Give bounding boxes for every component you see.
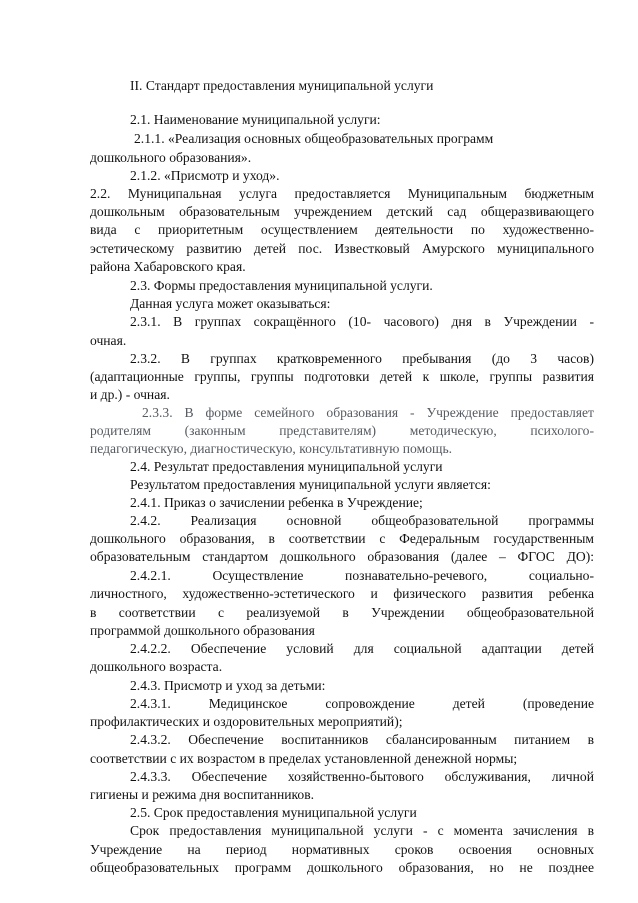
text-line: Срок предоставления муниципальной услуги - с момента зачисления в <box>130 823 594 838</box>
text-line: в соответствии с реализуемой в Учреждении общеобразовательной <box>90 605 594 620</box>
text-line: 2.3.1. В группах сокращённого (10- часового) дня в Учреждении - <box>130 314 594 329</box>
text-line: и др.) - очная. <box>90 387 170 402</box>
text-line: 2.3.3. В форме семейного образования - Учреждение предоставляет <box>142 405 594 420</box>
text-line: гигиены и режима дня воспитанников. <box>90 787 315 802</box>
text-line: эстетическому развитию детей пос. Известковый Амурского муниципального <box>90 241 594 256</box>
text-line: 2.4.3.2. Обеспечение воспитанников сбалансированным питанием в <box>130 732 594 747</box>
subsection-heading: 2.4.3. Присмотр и уход за детьми: <box>130 678 326 693</box>
text-line: программой дошкольного образования <box>90 623 315 638</box>
text-line: педагогическую, диагностическую, консультативную помощь. <box>90 441 453 456</box>
text-line: Учреждение на период нормативных сроков освоения основных <box>90 842 594 857</box>
text-line: дошкольного возраста. <box>90 659 223 674</box>
text-line: 2.4.2.2. Обеспечение условий для социальной адаптации детей <box>130 641 594 656</box>
section-heading: II. Стандарт предоставления муниципальной услуги <box>130 78 434 93</box>
text-line: личностного, художественно-эстетического и физического развития ребенка <box>90 586 594 601</box>
text-line: родителям (законным представителям) методическую, психолого- <box>90 423 594 438</box>
subsection-heading: 2.3. Формы предоставления муниципальной услуги. <box>130 278 433 293</box>
text-line: 2.1.2. «Присмотр и уход». <box>130 168 280 183</box>
text-line: 2.1.1. «Реализация основных общеобразовательных программ <box>134 131 494 146</box>
text-line: дошкольного образования, в соответствии с Федеральным государственным <box>90 531 594 546</box>
text-line: образовательным стандартом дошкольного образования (далее – ФГОС ДО): <box>90 549 594 564</box>
text-line: общеобразовательных программ дошкольного образования, но не позднее <box>90 860 594 875</box>
text-line: дошкольного образования». <box>90 150 252 165</box>
text-line: профилактических и оздоровительных мероприятий); <box>90 714 403 729</box>
text-line: 2.4.3.3. Обеспечение хозяйственно-бытового обслуживания, личной <box>130 769 594 784</box>
subsection-heading: 2.4. Результат предоставления муниципальной услуги <box>130 459 443 474</box>
text-line: соответствии с их возрастом в пределах установленной денежной нормы; <box>90 751 518 766</box>
text-line: 2.4.1. Приказ о зачислении ребенка в Учреждение; <box>130 495 423 510</box>
text-line: Данная услуга может оказываться: <box>130 296 331 311</box>
text-line: 2.4.2.1. Осуществление познавательно-речевого, социально- <box>130 568 594 583</box>
text-line: очная. <box>90 333 127 348</box>
text-line: 2.3.2. В группах кратковременного пребывания (до 3 часов) <box>130 351 594 366</box>
text-line: района Хабаровского края. <box>90 259 246 274</box>
text-line: 2.2. Муниципальная услуга предоставляется Муниципальным бюджетным <box>90 186 594 201</box>
subsection-heading: 2.5. Срок предоставления муниципальной услуги <box>130 805 417 820</box>
text-line: 2.4.2. Реализация основной общеобразовательной программы <box>130 513 594 528</box>
subsection-heading: 2.1. Наименование муниципальной услуги: <box>130 112 381 127</box>
text-line: дошкольным образовательным учреждением детский сад общеразвивающего <box>90 204 594 219</box>
text-line: вида с приоритетным осуществлением деятельности по художественно- <box>90 222 594 237</box>
text-line: Результатом предоставления муниципальной услуги является: <box>130 477 491 492</box>
text-line: (адаптационные группы, группы подготовки детей к школе, группы развития <box>90 369 594 384</box>
text-line: 2.4.3.1. Медицинское сопровождение детей (проведение <box>130 696 594 711</box>
